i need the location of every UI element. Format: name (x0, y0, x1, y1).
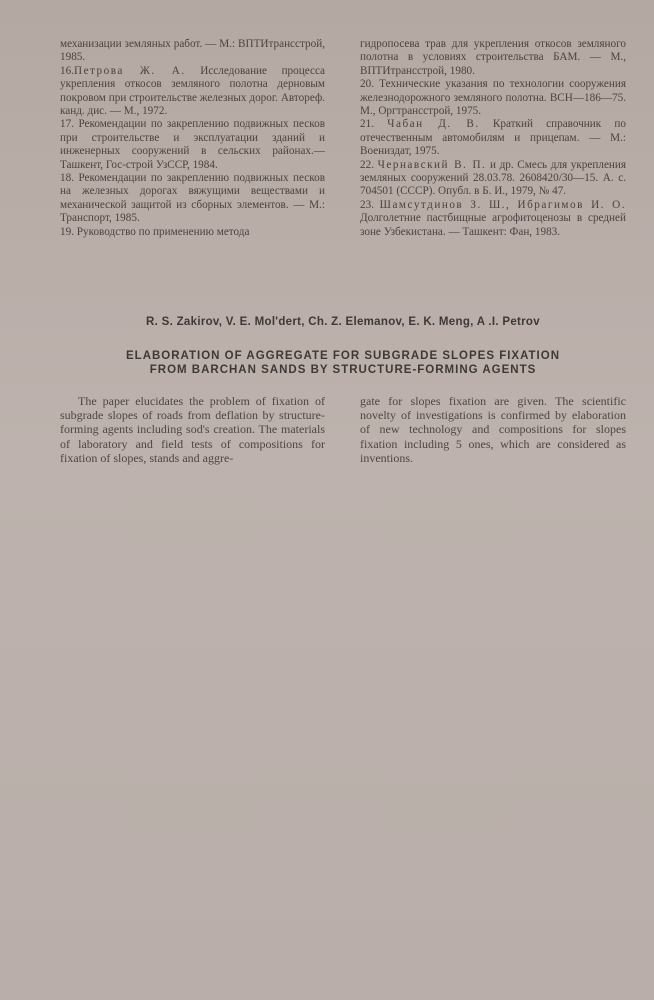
reference-author: Чабан Д. В. (387, 118, 480, 131)
reference-number: 23. (360, 198, 374, 211)
reference-item (360, 118, 626, 158)
reference-item (360, 159, 626, 199)
abstract-left-column: The paper elucidates the problem of fixation of subgrade slopes of roads from deflation by structure-forming agents including sod's creation. The materials of laboratory and field tests of compositions for fixation of slopes, stands and aggre- (60, 394, 325, 465)
reference-text: Руководство по применению метода (76, 225, 250, 238)
reference-item (60, 65, 325, 119)
reference-number: 19. (60, 225, 74, 238)
reference-number: 17. (60, 118, 74, 131)
reference-continued (60, 38, 325, 65)
reference-text: Технические указания по технологии сооружения железнодорожного земляного полотна. ВСН—186—75. М., Оргтрансстрой, 1975. (360, 78, 626, 118)
reference-number: 21. (360, 118, 374, 131)
title-line-2: FROM BARCHAN SANDS BY STRUCTURE-FORMING AGENTS (149, 364, 537, 376)
reference-item (360, 78, 626, 118)
reference-text: гидропосева трав для укрепления откосов земляного полотна в условиях строительства БАМ. — М., ВПТИтрансстрой, 1980. (360, 38, 626, 77)
reference-item (360, 199, 626, 239)
reference-text: механизации земляных работ. — М.: ВПТИтрансстрой, 1985. (60, 38, 325, 64)
reference-author: Чернавский В. П. (377, 158, 487, 171)
reference-text: Долголетние пастбищные агрофитоценозы в средней зоне Узбекистана. — Ташкент: Фан, 1983. (360, 212, 626, 238)
reference-text: Рекомендации по закреплению подвижных песков на железных дорогах вяжущими веществами и механической защитой из сборных элементов. — М.: Транспорт, 1985. (60, 172, 325, 225)
reference-item (60, 118, 325, 172)
reference-number: 16. (60, 64, 74, 77)
references-left-column (60, 38, 325, 239)
reference-number: 22. (360, 158, 374, 171)
reference-text: и др. Смесь для укрепления земляных сооружений 28.03.78. 2608420/30—15. А. с. 704501 (СССР). Опубл. в Б. И., 1979, № 47. (360, 158, 627, 198)
title-line-1: ELABORATION OF AGGREGATE FOR SUBGRADE SLOPES FIXATION (126, 350, 560, 362)
article-title (60, 349, 626, 377)
article-authors: R. S. Zakirov, V. E. Mol'dert, Ch. Z. Elemanov, E. K. Meng, A .I. Petrov (146, 316, 540, 328)
reference-continued (360, 38, 626, 78)
reference-text: Исследование процесса укрепления откосов земляного полотна дерновым покровом при строительстве железных дорог. Автореф. канд. дис. — М., 1972. (60, 64, 326, 118)
reference-number: 18. (60, 172, 74, 185)
reference-text: Краткий справочник по отечественным автомобилям и прицепам. — М.: Воениздат, 1975. (360, 118, 627, 158)
reference-number: 20. (360, 78, 374, 91)
references-right-column (360, 38, 626, 239)
reference-text: Рекомендации по закреплению подвижных песков при строительстве и эксплуатации зданий и инженерных сооружений в сельских районах.—Ташкент, Гос-строй УзССР, 1984. (60, 118, 325, 171)
reference-author: Шамсутдинов З. Ш., Ибрагимов И. О. (379, 198, 627, 211)
reference-item (60, 172, 325, 226)
reference-author: Петрова Ж. А. (73, 64, 186, 77)
reference-item (60, 226, 325, 239)
abstract-right-column: gate for slopes fixation are given. The scientific novelty of investigations is confirmed by elaboration of new technology and compositions for slopes fixation including 5 ones, which are considered as inventions. (360, 394, 626, 465)
